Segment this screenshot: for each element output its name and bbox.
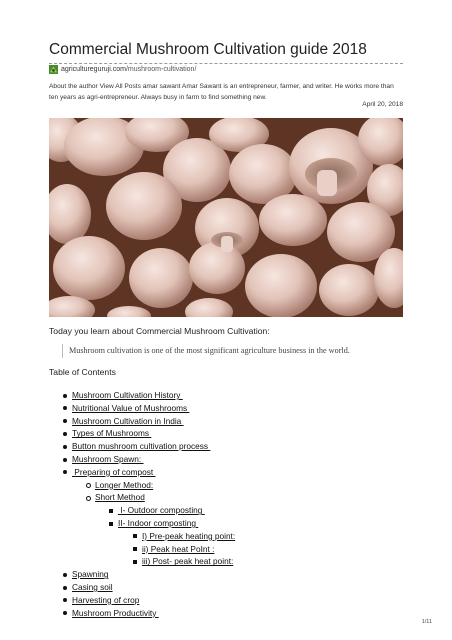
- toc-bullet-icon: [63, 470, 67, 474]
- toc-link[interactable]: Mushroom Cultivation History: [72, 390, 183, 400]
- mushroom-photo: [49, 118, 403, 317]
- toc-link[interactable]: Spawning: [72, 569, 109, 580]
- toc-bullet-icon: [63, 419, 67, 423]
- toc-bullet-icon: [63, 598, 67, 602]
- source-path: /mushroom-cultivation/: [125, 66, 197, 73]
- toc-bullet-icon: [63, 586, 67, 590]
- toc-bullet-icon: [109, 509, 113, 513]
- toc-link[interactable]: Longer Method:: [95, 479, 154, 490]
- mushroom-photo-image: [49, 118, 403, 317]
- toc-bullet-icon: [63, 611, 67, 615]
- toc-bullet-icon: [63, 458, 67, 462]
- toc-bullet-icon: [63, 406, 67, 410]
- author-about: About the author View All Posts amar sawant Amar Sawant is an entrepreneur, farmer, and writer. He works more than ten years as agri-entrepreneur. Always busy in farm to find something new.: [49, 83, 394, 101]
- toc-link[interactable]: Short Method: [95, 492, 145, 503]
- toc-link[interactable]: Preparing of compost: [72, 466, 156, 477]
- toc-link[interactable]: Types of Mushrooms: [72, 428, 152, 439]
- toc-link[interactable]: ii) Peak heat PoInt :: [142, 543, 215, 554]
- blockquote: Mushroom cultivation is one of the most significant agriculture business in the world.: [62, 344, 350, 358]
- source-site: agricultureguruji.com: [61, 66, 126, 73]
- toc-link[interactable]: Harvesting of crop: [72, 594, 140, 605]
- source-link[interactable]: [49, 65, 196, 74]
- toc-bullet-icon: [133, 547, 137, 551]
- toc-bullet-icon: [109, 522, 113, 526]
- toc-bullet-icon: [63, 394, 67, 398]
- toc-bullet-icon: [133, 534, 137, 538]
- toc-link[interactable]: Nutritional Value of Mushrooms: [72, 402, 190, 413]
- toc-link[interactable]: Button mushroom cultivation process: [72, 441, 211, 452]
- toc-link[interactable]: Casing soil: [72, 582, 113, 592]
- toc-bullet-icon: [86, 496, 91, 501]
- toc-bullet-icon: [133, 560, 137, 564]
- toc-heading: Table of Contents: [49, 367, 116, 377]
- toc-link[interactable]: II- Indoor composting: [118, 518, 199, 528]
- site-logo-icon: [49, 65, 58, 74]
- toc-link[interactable]: Mushroom Cultivation in India: [72, 415, 184, 426]
- toc-link[interactable]: I) Pre-peak heating point:: [142, 530, 236, 541]
- toc-link[interactable]: iii) Post- peak heat point:: [142, 556, 234, 567]
- toc-link[interactable]: Mushroom Spawn:: [72, 454, 144, 464]
- page-title: Commercial Mushroom Cultivation guide 2018: [49, 41, 367, 58]
- title-divider: [49, 63, 403, 64]
- toc-bullet-icon: [63, 445, 67, 449]
- toc-bullet-icon: [63, 432, 67, 436]
- post-date: April 20, 2018: [362, 101, 403, 108]
- toc-bullet-icon: [63, 573, 67, 577]
- toc-link[interactable]: Mushroom Productivity: [72, 607, 159, 618]
- page-number: 1/11: [421, 619, 432, 625]
- toc-link[interactable]: I- Outdoor composting: [118, 505, 205, 516]
- intro-text: Today you learn about Commercial Mushroom Cultivation:: [49, 326, 270, 336]
- toc-bullet-icon: [86, 483, 91, 488]
